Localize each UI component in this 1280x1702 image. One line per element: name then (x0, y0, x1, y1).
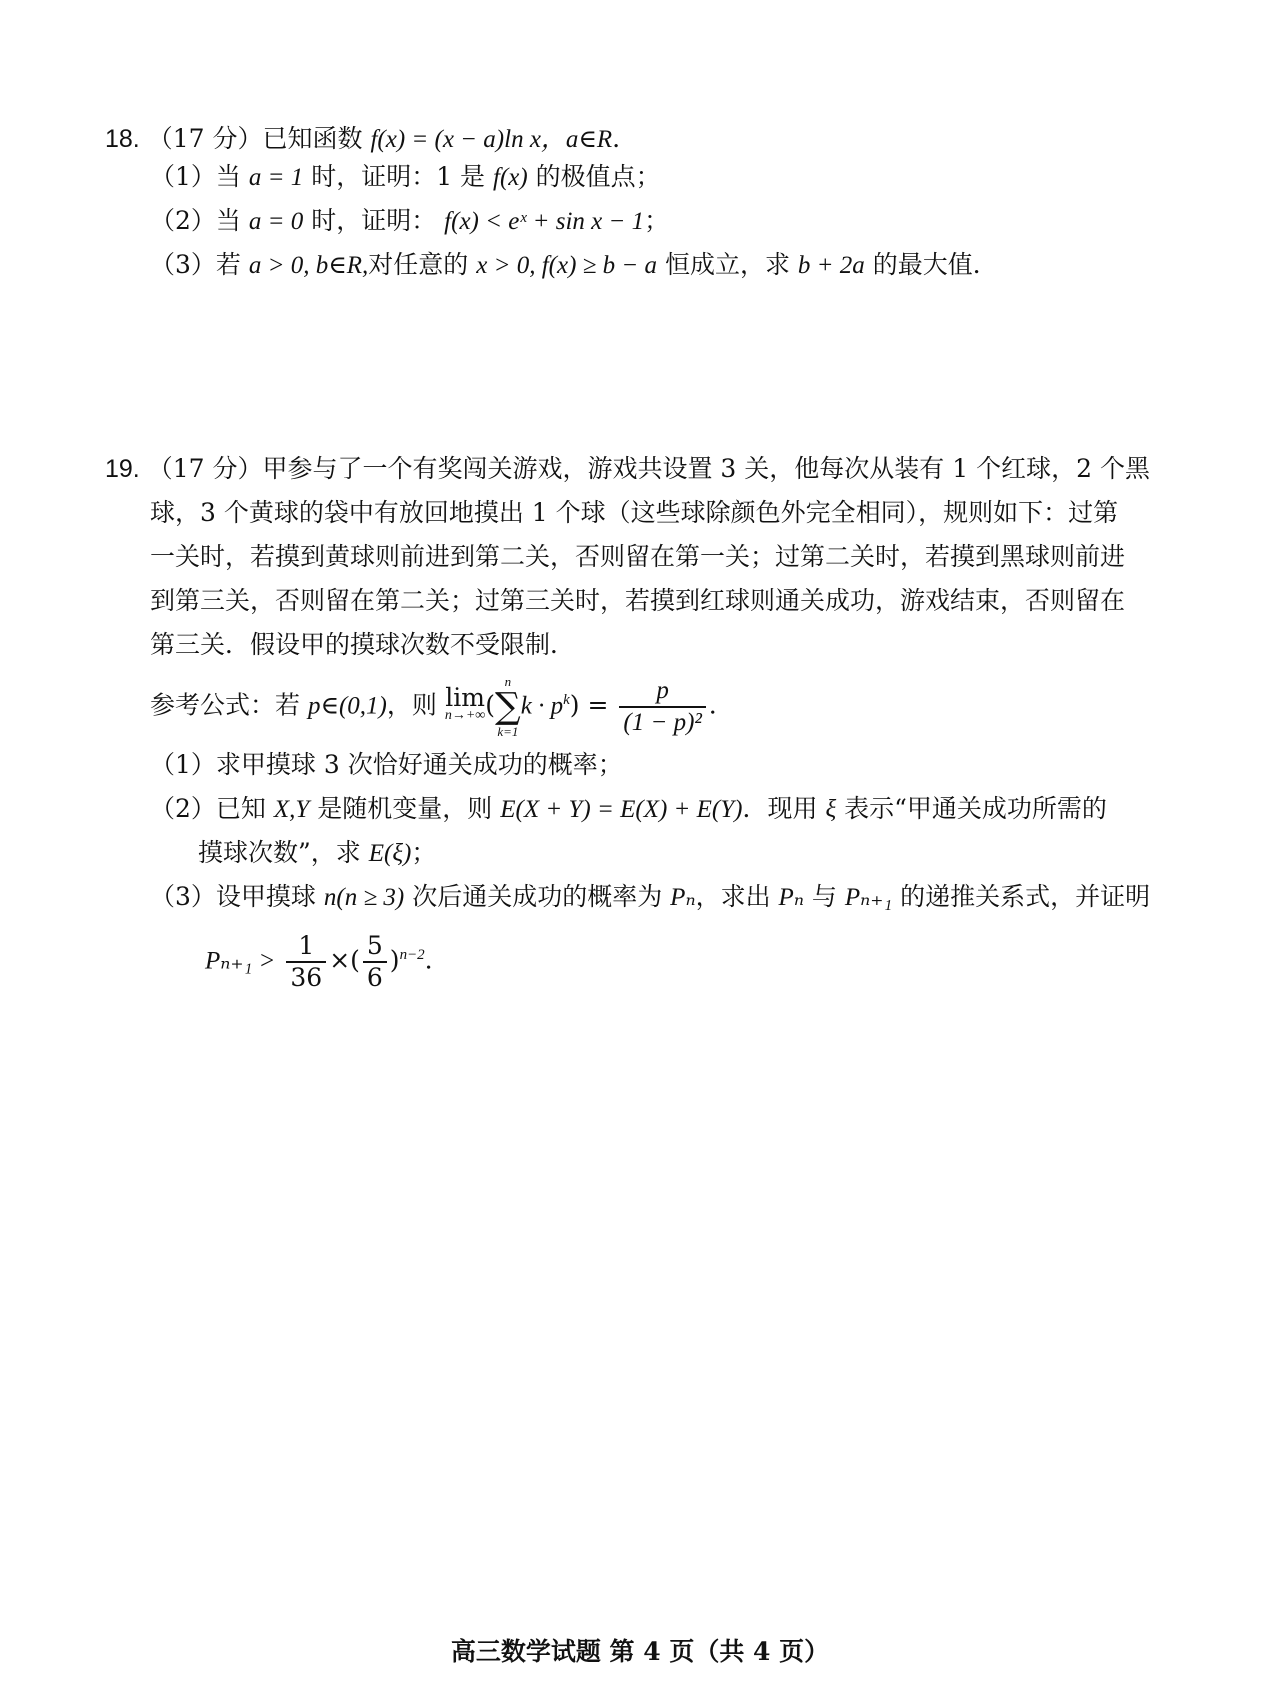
fraction-denominator: 36 (286, 961, 326, 993)
ref-then: ，则 (386, 690, 437, 720)
ref-rhs-fraction (619, 676, 706, 738)
inequality-exponent: n−2 (399, 947, 425, 963)
part-label: （1） (150, 750, 216, 779)
stem-text: 一关时，若摸到黄球则前进到第二关，否则留在第一关；过第二关时，若摸到黑球则前进 (150, 542, 1126, 571)
part-label: （1） (150, 162, 216, 191)
ref-condition: p∈(0,1) (307, 692, 387, 720)
stem-text: 到第三关，否则留在第二关；过第三关时，若摸到红球则通关成功，游戏结束，否则留在 (150, 586, 1126, 615)
q19-part-3 (150, 880, 1150, 915)
part-text: 的最大值． (872, 250, 998, 279)
lim-subscript: n→+∞ (444, 707, 486, 723)
part-formula: f(x) < eˣ + sin x − 1 (444, 208, 645, 235)
fraction-numerator: 5 (366, 930, 383, 960)
fraction-numerator: 1 (298, 930, 315, 960)
part-formula: f(x) (493, 164, 528, 191)
part-text: 的递推关系式，并证明 (900, 882, 1151, 911)
fraction-denominator: (1 − p)² (619, 706, 706, 738)
part-label: （3） (150, 250, 216, 279)
ref-label: 参考公式：若 (150, 690, 301, 720)
limit-operator (444, 682, 486, 725)
q18-stem-end: ． (612, 124, 638, 153)
sum-operator (495, 675, 521, 739)
q19-stem-line-3 (150, 540, 1125, 574)
q18-part-1 (150, 160, 661, 195)
part-text: ，求出 (695, 882, 771, 911)
part-text: 时，证明：1 是 (311, 162, 486, 191)
inequality-fraction-2 (363, 931, 387, 993)
inequality-fraction-1 (286, 931, 326, 993)
part-text: 设甲摸球 (215, 882, 316, 911)
part-text: ．现用 (742, 794, 818, 823)
part-formula: Pₙ₊₁ (844, 884, 893, 911)
part-text: 恒成立，求 (664, 250, 790, 279)
part-label: （3） (150, 882, 216, 911)
inequality-lhs: Pₙ₊₁ > (205, 947, 276, 975)
part-text: 摸球次数”，求 (198, 838, 361, 867)
sum-exponent: k (563, 692, 570, 708)
part-text: 当 (215, 162, 241, 191)
sigma-icon: ∑ (495, 685, 521, 727)
part-formula: X,Y (273, 796, 310, 823)
q19-part-1 (150, 748, 623, 782)
part-formula: E(ξ) (368, 840, 412, 867)
q19-stem-line-4 (150, 584, 1125, 618)
part-text: 求甲摸球 3 次恰好通关成功的概率； (215, 750, 623, 779)
q18-stem (105, 122, 637, 157)
stem-text: 甲参与了一个有奖闯关游戏，游戏共设置 3 关，他每次从装有 1 个红球，2 个黑 (262, 454, 1150, 483)
part-formula: E(X + Y) = E(X) + E(Y) (500, 796, 743, 823)
part-formula: n(n ≥ 3) (323, 884, 405, 911)
part-text: 与 (811, 882, 837, 911)
part-text: ； (411, 838, 437, 867)
fraction-denominator: 6 (363, 961, 387, 993)
part-label: （2） (150, 206, 216, 235)
stem-text: 球，3 个黄球的袋中有放回地摸出 1 个球（这些球除颜色外完全相同），规则如下：过第 (150, 498, 1119, 527)
part-formula: a = 0 (248, 208, 304, 235)
part-formula: Pₙ (778, 884, 804, 911)
part-text: 当 (215, 206, 241, 235)
part-label: （2） (150, 794, 216, 823)
page-footer: 高三数学试题 第 4 页（共 4 页） (450, 1637, 830, 1666)
part-text: 是随机变量，则 (317, 794, 493, 823)
part-text: 时，证明： (311, 206, 437, 235)
fraction-numerator: p (656, 676, 669, 704)
part-text: 若 (215, 250, 241, 279)
q19-part-2 (150, 792, 1107, 827)
sum-lower: k=1 (497, 723, 519, 739)
q19-stem-line-2 (150, 496, 1118, 530)
sum-body: k · p (520, 692, 564, 720)
sum-upper: n (504, 673, 512, 689)
part-formula: x > 0, f(x) ≥ b − a (476, 252, 657, 279)
part-text: 已知 (215, 794, 266, 823)
part-text: ； (644, 206, 670, 235)
q19-stem-line-5 (150, 628, 575, 662)
q19-stem-line-1 (105, 452, 1150, 486)
q18-number: 18. (105, 125, 140, 153)
q18-stem-text: 已知函数 (262, 124, 363, 153)
inequality-times: ×( (329, 945, 360, 975)
q19-part-2-line-2 (198, 836, 436, 871)
stem-text: 第三关．假设甲的摸球次数不受限制． (150, 630, 576, 659)
part-formula: a = 1 (248, 164, 304, 191)
part-text: 对任意的 (368, 250, 469, 279)
part-formula: ξ (825, 796, 837, 823)
q19-score: （17 分） (147, 454, 263, 483)
q18-part-3 (150, 248, 998, 283)
lim-text: lim (445, 682, 485, 712)
q19-reference-formula: 参考公式：若 p∈(0,1)，则 lim n→+∞ ( n ∑ k=1 $k \cdot p^k$) = $\frac{p}{\text{(1 − p)²}}$ ． (150, 673, 734, 739)
part-text: 表示“甲通关成功所需的 (844, 794, 1107, 823)
part-text: 次后通关成功的概率为 (412, 882, 663, 911)
part-formula: a > 0, b∈R, (248, 252, 369, 279)
part-formula: Pₙ (670, 884, 696, 911)
part-text: 的极值点； (535, 162, 661, 191)
inequality-close: ) (389, 945, 400, 975)
q18-score: （17 分） (147, 124, 263, 153)
q18-part-2 (150, 204, 669, 239)
part-formula: b + 2a (797, 252, 865, 279)
q18-stem-formula: f(x) = (x − a)ln x，a∈R (370, 126, 613, 153)
inequality-end: ． (424, 945, 450, 975)
q19-number: 19. (105, 455, 140, 483)
q19-part-3-inequality (205, 920, 450, 996)
